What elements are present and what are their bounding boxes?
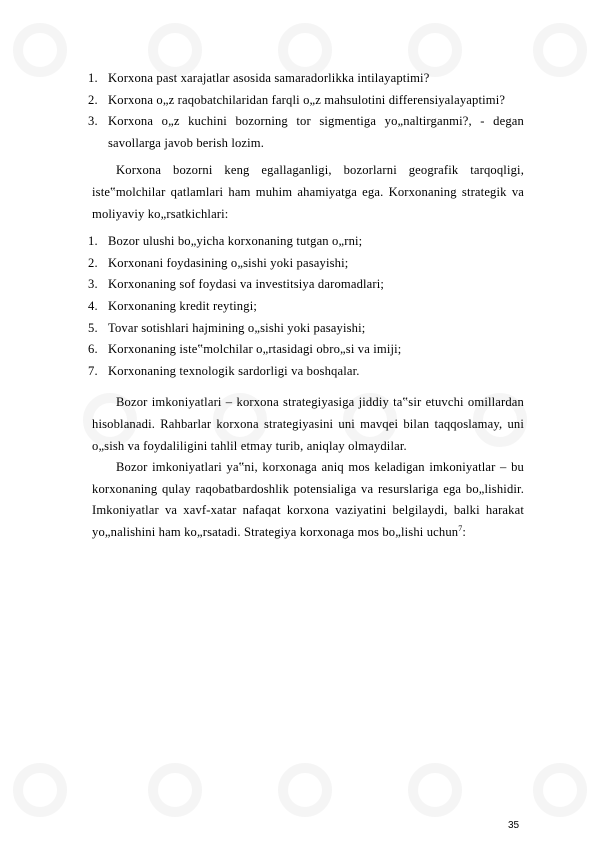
list-text: Tovar sotishlari hajmining o„sishi yoki pasayishi; (108, 320, 366, 335)
paragraph-market: Korxona bozorni keng egallaganligi, bozorlarni geografik tarqoqligi, iste‟molchilar qatlamlari ham muhim ahamiyatga ega. Korxonaning strategik va moliyaviy ko„rsatkichlari: (92, 163, 524, 221)
paragraph-end: : (462, 524, 467, 539)
list-item (88, 253, 524, 275)
paragraph-opportunities: Bozor imkoniyatlari – korxona strategiyasiga jiddiy ta‟sir etuvchi omillardan hisoblanadi. Rahbarlar korxona strategiyasini uni mavqei bilan taqqoslamay, uni o„sish va foydaliligini tahlil etmay turib, aniqlay olmaydilar. (92, 395, 524, 453)
list-number: 7. (88, 363, 98, 378)
list-text: Korxona past xarajatlar asosida samaradorlikka intilayaptimi? (108, 71, 430, 85)
page-number: 35 (508, 820, 520, 831)
paragraph-strategy (92, 457, 524, 543)
list-number: 5. (88, 320, 98, 335)
list-item (88, 274, 524, 296)
list-item (88, 318, 524, 340)
list-text: Korxona o„z kuchini bozorning tor sigmentiga yo„naltirganmi?, - degan savollarga javob berish lozim. (108, 114, 524, 150)
list-number: 4. (88, 298, 98, 313)
question-list (88, 68, 524, 154)
list-number: 2. (88, 255, 98, 270)
list-text: Korxonaning iste‟molchilar o„rtasidagi obro„si va imiji; (108, 342, 402, 357)
list-text: Korxonani foydasining o„sishi yoki pasayishi; (108, 255, 349, 270)
paragraph-text: Bozor imkoniyatlari ya‟ni, korxonaga aniq mos keladigan imkoniyatlar – bu korxonaning qulay raqobatbardoshlik potensialiga va resurslariga ega bo„lishidir. Imkoniyatlar va xavf-xatar nafaqat korxona vaziyatini belgilaydi, balki harakat yo„nalishini ham ko„rsatadi. Strategiya korxonaga mos bo„lishi uchun (92, 460, 524, 539)
list-text: Korxonaning texnologik sardorligi va boshqalar. (108, 363, 360, 378)
list-text: Korxona o„z raqobatchilaridan farqli o„z mahsulotini differensiyalayaptimi? (108, 92, 506, 107)
list-item (88, 111, 524, 154)
list-item (88, 231, 524, 253)
list-text: Korxonaning kredit reytingi; (108, 298, 257, 313)
list-number: 6. (88, 342, 98, 357)
list-item (88, 90, 524, 112)
page-body (88, 68, 524, 543)
list-number: 2. (88, 92, 98, 107)
list-text: Bozor ulushi bo„yicha korxonaning tutgan o„rni; (108, 234, 363, 249)
list-number: 3. (88, 277, 98, 292)
indicator-list (88, 231, 524, 382)
list-item (88, 361, 524, 383)
list-item (88, 339, 524, 361)
list-item (88, 68, 524, 90)
list-number: 1. (88, 71, 98, 85)
list-item (88, 296, 524, 318)
list-number: 3. (88, 114, 98, 129)
footnote-marker[interactable]: 7 (458, 523, 463, 533)
list-number: 1. (88, 234, 98, 249)
list-text: Korxonaning sof foydasi va investitsiya daromadlari; (108, 277, 385, 292)
